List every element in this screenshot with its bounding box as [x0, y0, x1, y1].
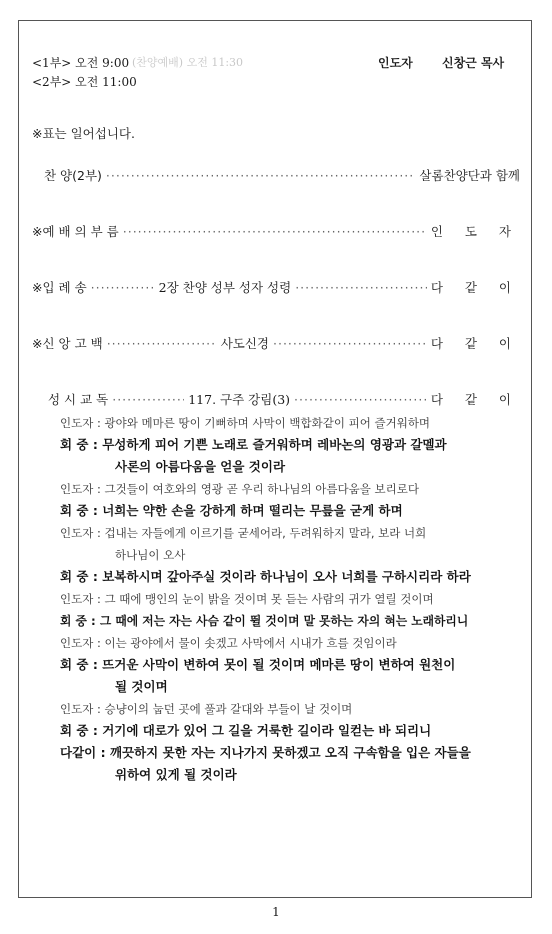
- page-number: 1: [272, 905, 280, 919]
- reading-line-leader: 인도자 : 겁내는 자들에게 이르기를 굳세어라, 두려워하지 말라, 보라 너희: [60, 526, 427, 540]
- order-performer: 인 도 자: [430, 224, 520, 239]
- dot-leader: [295, 280, 427, 295]
- standing-note: ※표는 일어섭니다.: [32, 126, 135, 141]
- order-item-praise: [32, 166, 520, 184]
- dot-leader: [294, 392, 427, 407]
- reading-line-congregation: 회 중 : 거기에 대로가 있어 그 길을 거룩한 길이라 일컫는 바 되리니: [60, 723, 432, 738]
- order-detail: 117. 구주 강림(3): [188, 392, 291, 407]
- order-label: 찬 양(2부): [44, 168, 102, 183]
- faded-service-note: (찬양예배) 오전 11:30: [132, 56, 244, 69]
- order-item-responsive-reading: [32, 390, 520, 408]
- reading-line-congregation: 회 중 : 보복하시며 갚아주실 것이라 하나님이 오사 너희를 구하시리라 하라: [60, 569, 471, 584]
- service-time-2: <2부> 오전 11:00: [32, 75, 137, 89]
- service-time-1: <1부> 오전 9:00: [32, 56, 130, 70]
- reading-line-leader: 인도자 : 광야와 메마른 땅이 기뻐하며 사막이 백합화같이 피어 즐거워하며: [60, 416, 431, 430]
- reading-line-congregation: 회 중 : 무성하게 피어 기쁜 노래로 즐거워하며 레바논의 영광과 갈멜과: [60, 437, 447, 452]
- responsive-reading: [60, 412, 522, 786]
- reading-line-leader: 인도자 : 이는 광야에서 물이 솟겠고 사막에서 시내가 흐를 것임이라: [60, 636, 397, 650]
- order-label: ※입 례 송: [32, 280, 87, 295]
- reading-line-continuation: 위하여 있게 될 것이라: [115, 767, 237, 782]
- order-item-creed: [32, 334, 520, 352]
- reading-line-leader: 인도자 : 그것들이 여호와의 영광 곧 우리 하나님의 아름다움을 보리로다: [60, 482, 419, 496]
- reading-line-congregation: 회 중 : 뜨거운 사막이 변하여 못이 될 것이며 메마른 땅이 변하여 원천이: [60, 657, 456, 672]
- reading-line-all: 다같이 : 깨끗하지 못한 자는 지나가지 못하겠고 오직 구속함을 입은 자들을: [60, 745, 471, 760]
- reading-line-continuation: 될 것이며: [115, 679, 168, 694]
- order-label: ※예 배 의 부 름: [32, 224, 119, 239]
- leader-role: 인도자: [378, 56, 413, 70]
- order-item-opening-hymn: [32, 278, 520, 296]
- dot-leader: [106, 168, 416, 183]
- dot-leader: [273, 336, 427, 351]
- order-item-call-to-worship: [32, 222, 520, 240]
- reading-line-continuation: 하나님이 오사: [115, 548, 186, 562]
- order-performer: 다 같 이: [430, 336, 520, 351]
- leader-name: 신창근 목사: [442, 56, 505, 70]
- order-performer: 다 같 이: [430, 392, 520, 407]
- dot-leader: [107, 336, 217, 351]
- order-detail: 2장 찬양 성부 성자 성령: [158, 280, 292, 295]
- reading-line-leader: 인도자 : 승냥이의 눕던 곳에 풀과 갈대와 부들이 날 것이며: [60, 702, 353, 716]
- reading-line-congregation: 회 중 : 너희는 약한 손을 강하게 하며 떨리는 무릎을 굳게 하며: [60, 503, 403, 518]
- dot-leader: [123, 224, 427, 239]
- order-performer: 살롬찬양단과 함께: [419, 168, 520, 183]
- order-label: 성 시 교 독: [48, 392, 109, 407]
- dot-leader: [91, 280, 155, 295]
- dot-leader: [112, 392, 184, 407]
- order-performer: 다 같 이: [430, 280, 520, 295]
- reading-line-continuation: 사론의 아름다움을 얻을 것이라: [115, 459, 286, 474]
- reading-line-leader: 인도자 : 그 때에 맹인의 눈이 밝을 것이며 못 듣는 사람의 귀가 열릴 것이며: [60, 592, 434, 606]
- order-detail: 사도신경: [220, 336, 270, 351]
- reading-line-congregation: 회 중 : 그 때에 저는 자는 사슴 같이 뛸 것이며 말 못하는 자의 혀는 노래하리니: [60, 614, 469, 628]
- order-label: ※신 앙 고 백: [32, 336, 103, 351]
